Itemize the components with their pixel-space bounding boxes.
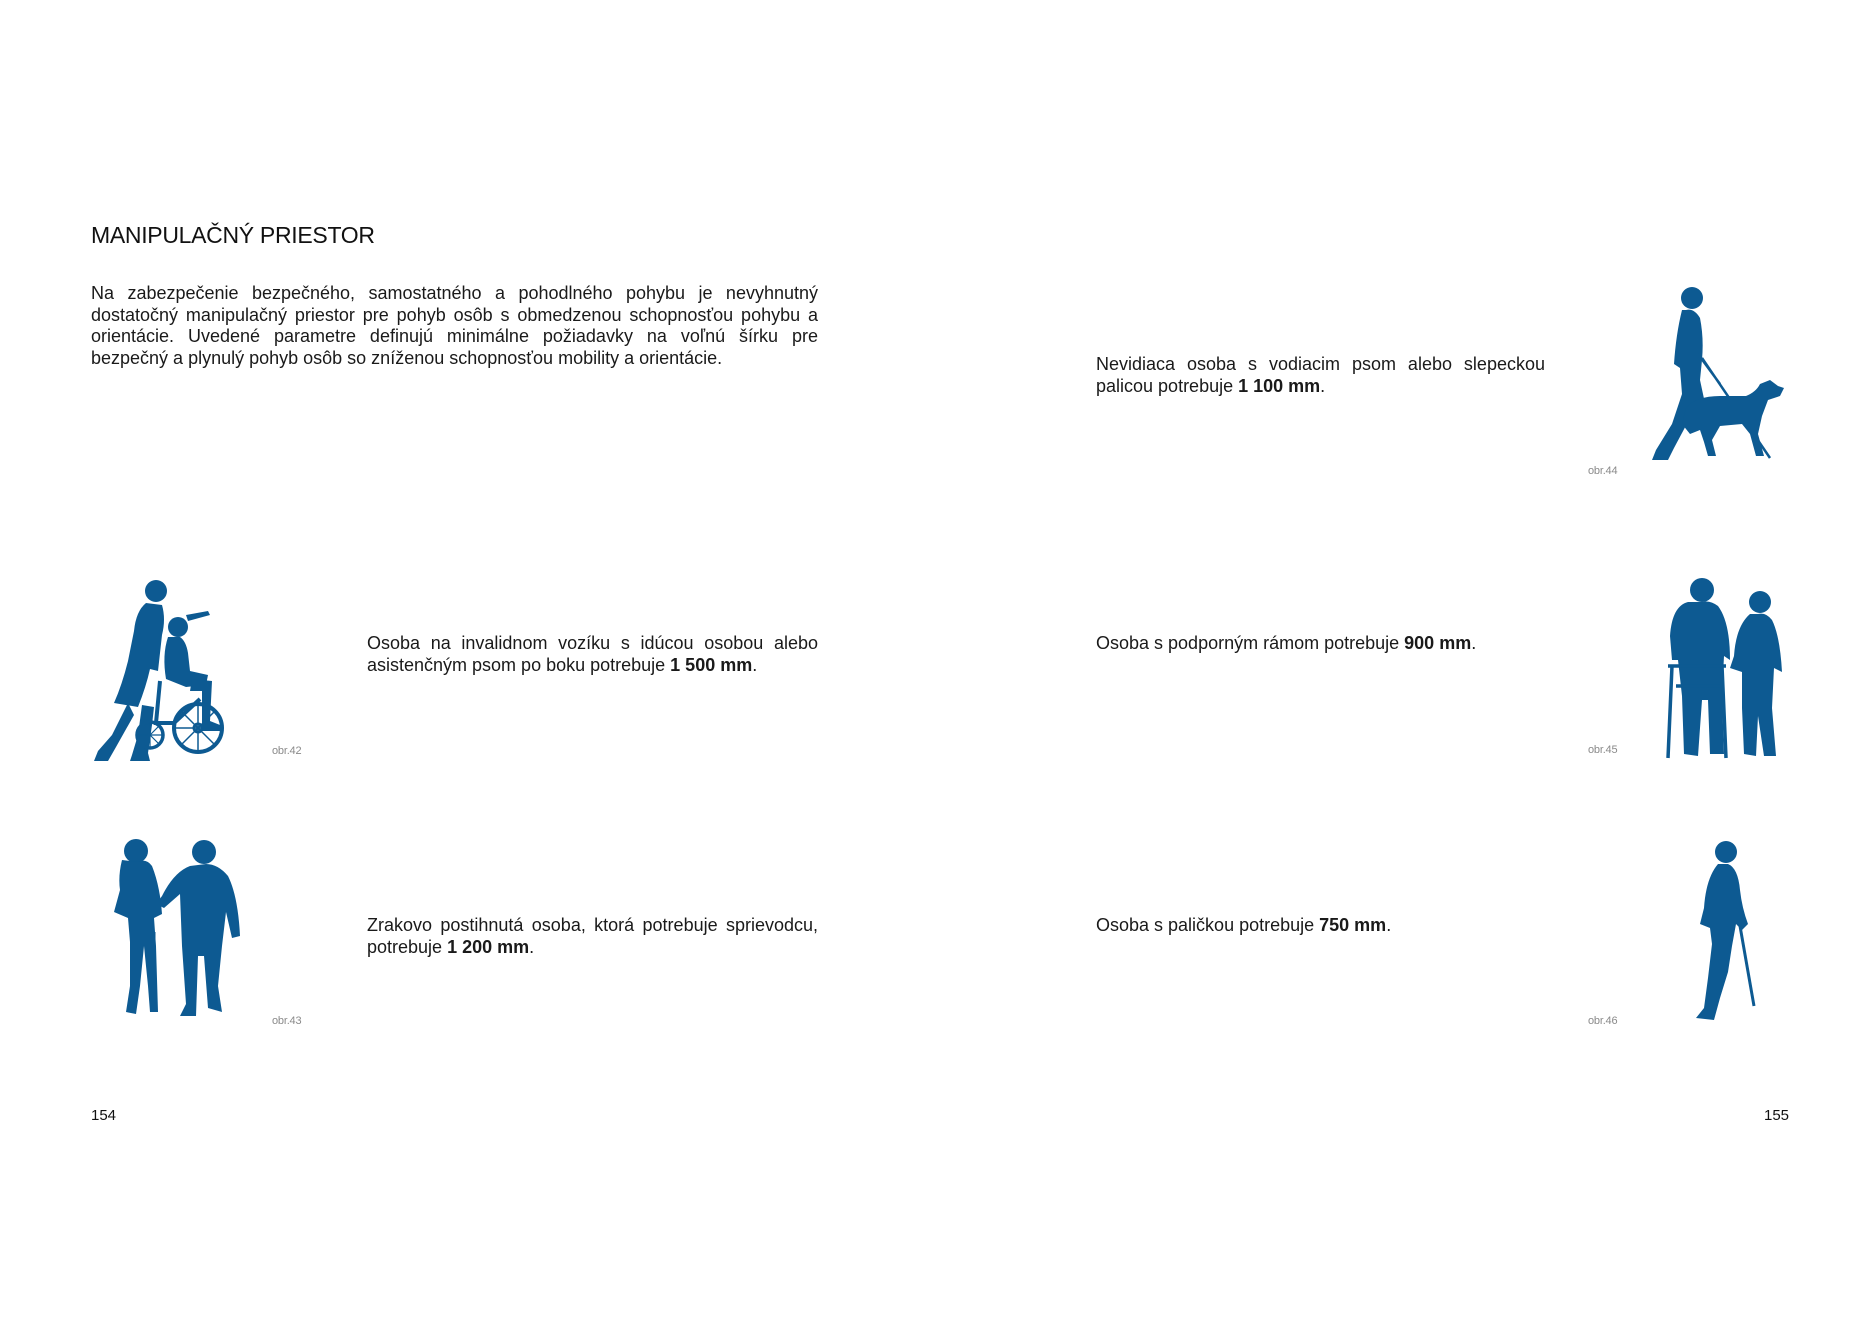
item-description (1096, 633, 1545, 655)
item-measure: 1 500 mm (670, 654, 753, 675)
item-measure: 750 mm (1319, 915, 1387, 935)
figure-caption: obr.45 (1588, 744, 1618, 756)
figure-caption: obr.42 (272, 745, 302, 757)
item-description (367, 915, 818, 958)
figure-caption: obr.44 (1588, 465, 1618, 477)
item-end: . (1471, 633, 1477, 653)
item-end: . (1320, 375, 1326, 396)
page-title: MANIPULAČNÝ PRIESTOR (91, 222, 375, 248)
visually-impaired-with-guide-icon (108, 836, 248, 1022)
page-number: 154 (91, 1107, 117, 1124)
intro-paragraph: Na zabezpečenie bezpečného, samostatného a pohodlného pohybu je nevyhnutný dostatočný manipulačný priestor pre pohyb osôb s obmedzenou schopnosťou pohybu a orientácie. Uvedené parametre definujú minimálne požiadavky na voľnú šírku pre bezpečný a plynulý pohyb osôb so zníženou schopnosťou mobility a orientácie. (91, 283, 818, 368)
item-measure: 1 200 mm (447, 936, 530, 957)
item-text: Osoba s podporným rámom potrebuje (1096, 633, 1405, 653)
item-end: . (752, 654, 758, 675)
figure-caption: obr.43 (272, 1015, 302, 1027)
item-end: . (529, 936, 535, 957)
item-description (367, 633, 818, 676)
figure-caption: obr.46 (1588, 1015, 1618, 1027)
item-measure: 1 100 mm (1238, 375, 1321, 396)
item-end: . (1386, 915, 1392, 935)
page-number: 155 (1764, 1107, 1790, 1124)
wheelchair-with-companion-icon (88, 575, 254, 765)
blind-person-with-guide-dog-icon (1646, 284, 1786, 470)
item-measure: 900 mm (1404, 633, 1472, 653)
item-description (1096, 354, 1545, 397)
person-with-cane-icon (1690, 838, 1770, 1024)
item-text: Nevidiaca osoba s vodiacim psom alebo slepeckou palicou potrebuje (1096, 354, 1545, 396)
item-description (1096, 915, 1545, 937)
item-text: Osoba na invalidnom vozíku s idúcou osobou alebo asistenčným psom po boku potrebuje (367, 633, 818, 675)
item-text: Zrakovo postihnutá osoba, ktorá potrebuje sprievodcu, potrebuje (367, 915, 818, 957)
person-with-walker-icon (1662, 576, 1790, 762)
item-text: Osoba s paličkou potrebuje (1096, 915, 1320, 935)
